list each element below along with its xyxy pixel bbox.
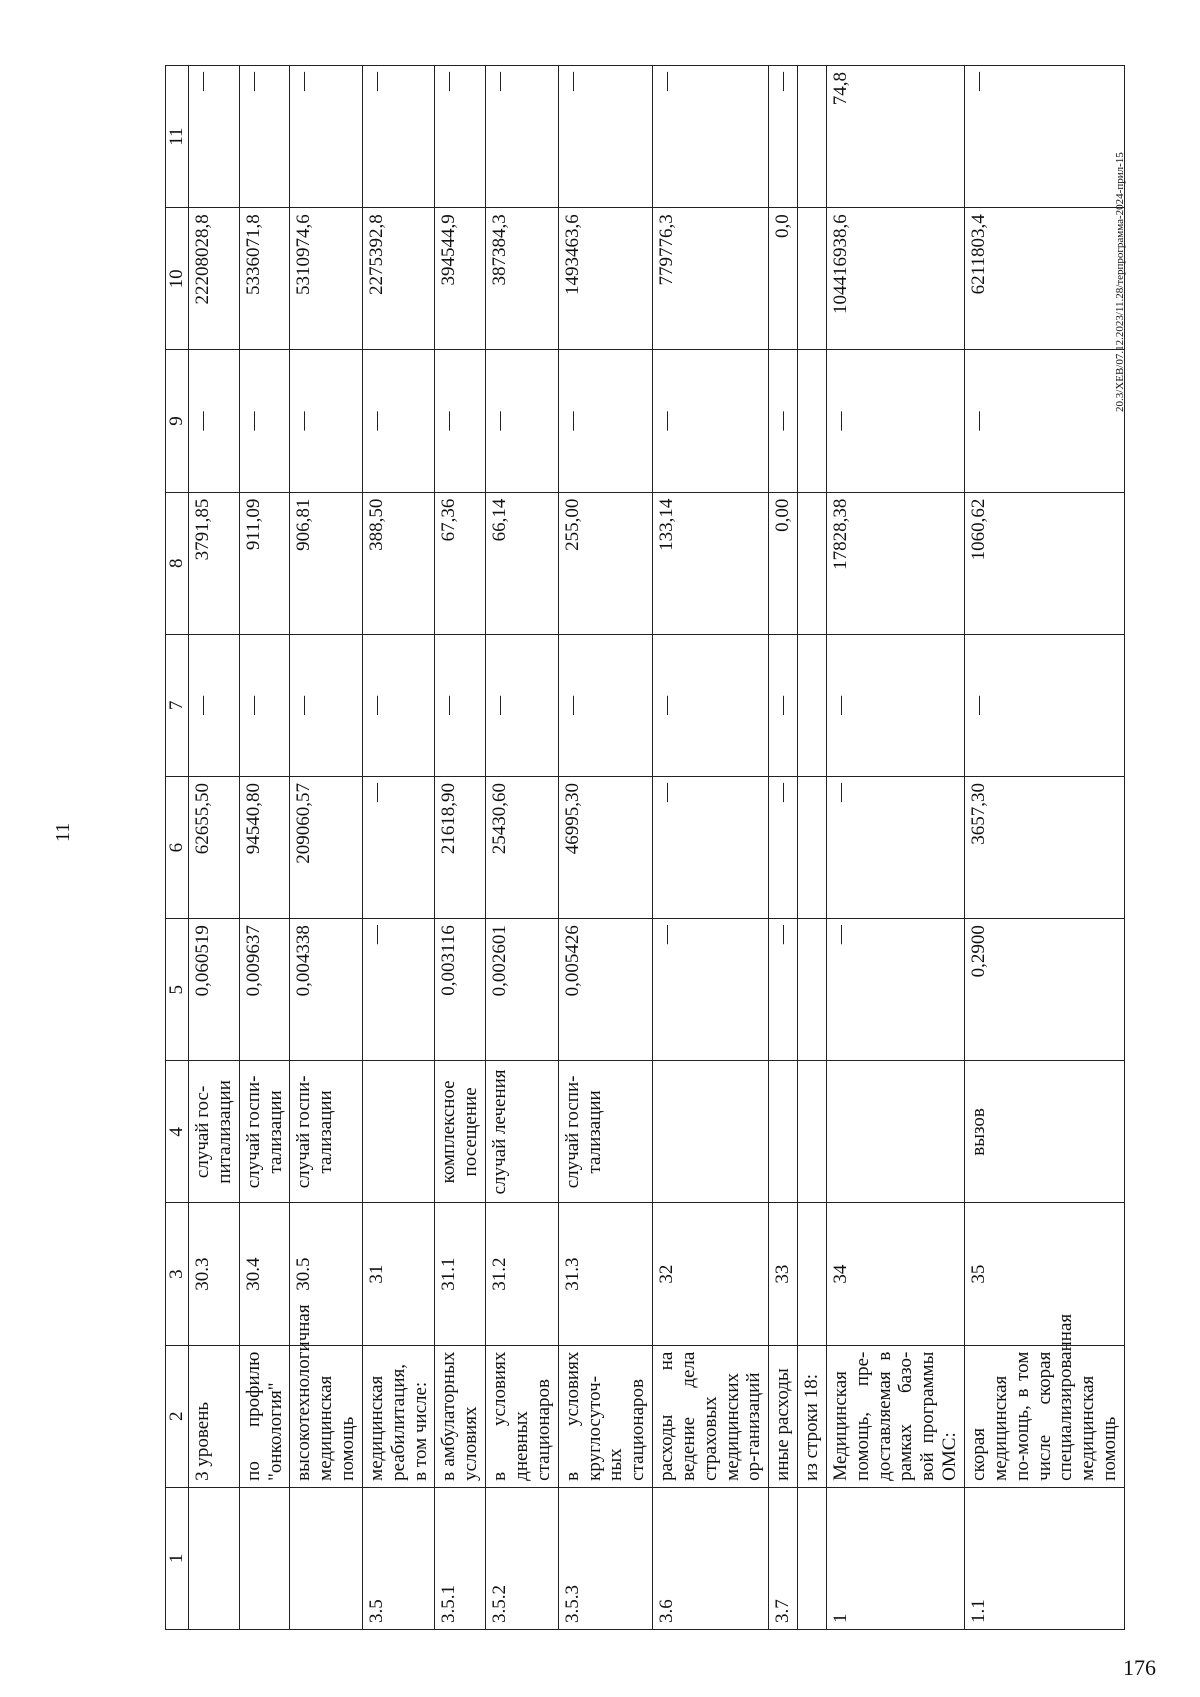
table-cell: 388,50 (362, 492, 435, 634)
table-cell: — (653, 66, 769, 208)
table-cell: по профилю "онкология" (239, 1345, 290, 1487)
table-cell: — (558, 634, 652, 776)
column-header: 4 (166, 1061, 189, 1203)
table-cell: 32 (653, 1203, 769, 1345)
table-cell: — (362, 919, 435, 1061)
column-header: 3 (166, 1203, 189, 1345)
table-cell (769, 1061, 798, 1203)
table-cell: — (486, 350, 559, 492)
table-cell: — (653, 919, 769, 1061)
column-header: 2 (166, 1345, 189, 1487)
table-cell: — (189, 66, 240, 208)
table-cell: Медицинская помощь, пре-доставляемая в рамках базо-вой программы ОМС: (826, 1345, 964, 1487)
table-row (362, 66, 435, 1630)
table-cell: — (290, 66, 363, 208)
table-cell: 394544,9 (435, 208, 486, 350)
column-header: 5 (166, 919, 189, 1061)
page-number-top: 11 (52, 822, 74, 842)
table-cell: 94540,80 (239, 776, 290, 918)
table-cell: — (769, 634, 798, 776)
table-cell: — (653, 634, 769, 776)
table-cell: — (769, 350, 798, 492)
table-cell: 0,002601 (486, 919, 559, 1061)
table-cell: 209060,57 (290, 776, 363, 918)
table-cell (798, 350, 827, 492)
table-row (826, 66, 964, 1630)
table-cell: 34 (826, 1203, 964, 1345)
table-cell (798, 634, 827, 776)
table-cell: 133,14 (653, 492, 769, 634)
table-cell: комплексное посещение (435, 1061, 486, 1203)
table-cell: 5310974,6 (290, 208, 363, 350)
table-row (486, 66, 559, 1630)
table-cell: 0,0 (769, 208, 798, 350)
table-cell: — (435, 634, 486, 776)
table-cell: 5336071,8 (239, 208, 290, 350)
table-cell: — (362, 350, 435, 492)
column-header: 10 (166, 208, 189, 350)
column-header: 9 (166, 350, 189, 492)
table-cell: — (653, 350, 769, 492)
table-cell: 0,060519 (189, 919, 240, 1061)
table-cell: 779776,3 (653, 208, 769, 350)
table-cell: 3791,85 (189, 492, 240, 634)
table-cell: 31 (362, 1203, 435, 1345)
table-cell: — (769, 66, 798, 208)
table-cell: 0,003116 (435, 919, 486, 1061)
table-cell: 3.6 (653, 1487, 769, 1629)
table-cell: 911,09 (239, 492, 290, 634)
table-cell: — (435, 350, 486, 492)
table-body (189, 66, 1125, 1630)
column-header: 6 (166, 776, 189, 918)
table-cell: 35 (965, 1203, 1125, 1345)
page-number-bottom: 176 (1123, 1655, 1156, 1680)
table-cell: 33 (769, 1203, 798, 1345)
table-cell: 74,8 (826, 66, 964, 208)
table-cell: в амбулаторных условиях (435, 1345, 486, 1487)
table-cell: 30.4 (239, 1203, 290, 1345)
table-cell (798, 919, 827, 1061)
table-cell: 0,005426 (558, 919, 652, 1061)
table-cell: 31.2 (486, 1203, 559, 1345)
table-cell (798, 1487, 827, 1629)
table-cell: скорая медицинская по-мощь, в том числе скорая специализированная медицинская помощь (965, 1345, 1125, 1487)
table-cell: 906,81 (290, 492, 363, 634)
table-cell: — (290, 634, 363, 776)
column-header: 1 (166, 1487, 189, 1629)
table-cell: из строки 18: (798, 1345, 827, 1487)
column-header: 11 (166, 66, 189, 208)
document-code: 20.3/XEB/07.12.2023/11.28/терпрограмма-2024-прил-15 (1114, 152, 1126, 412)
table-cell (798, 208, 827, 350)
table-cell: — (486, 66, 559, 208)
table-cell: в условиях дневных стационаров (486, 1345, 559, 1487)
table-row (965, 66, 1125, 1630)
table-cell: — (826, 776, 964, 918)
table-cell: — (362, 66, 435, 208)
column-header: 7 (166, 634, 189, 776)
table-cell: — (826, 634, 964, 776)
table-cell (798, 66, 827, 208)
table-cell: 1 (826, 1487, 964, 1629)
table-cell (798, 1203, 827, 1345)
table-cell: 1.1 (965, 1487, 1125, 1629)
table-cell: — (653, 776, 769, 918)
table-cell: 3657,30 (965, 776, 1125, 918)
column-header: 8 (166, 492, 189, 634)
table-cell (239, 1487, 290, 1629)
table-cell: — (189, 350, 240, 492)
table-cell: 67,36 (435, 492, 486, 634)
table-cell: 30.3 (189, 1203, 240, 1345)
table-cell: 3.5.3 (558, 1487, 652, 1629)
column-number-row (166, 66, 189, 1630)
table-cell: 3.7 (769, 1487, 798, 1629)
table-cell: 30.5 (290, 1203, 363, 1345)
table-row (653, 66, 769, 1630)
table-cell: 31.3 (558, 1203, 652, 1345)
table-cell: 2275392,8 (362, 208, 435, 350)
table-cell: вызов (965, 1061, 1125, 1203)
table-cell (798, 776, 827, 918)
table-cell: 0,004338 (290, 919, 363, 1061)
table-cell: 0,00 (769, 492, 798, 634)
table-cell: 3 уровень (189, 1345, 240, 1487)
table-cell (290, 1487, 363, 1629)
table-cell: 0,2900 (965, 919, 1125, 1061)
table-cell: — (965, 66, 1125, 208)
table-cell (826, 1061, 964, 1203)
table-cell (189, 1487, 240, 1629)
table-cell (798, 1061, 827, 1203)
table-cell: 62655,50 (189, 776, 240, 918)
table-cell: — (435, 66, 486, 208)
table-cell: — (558, 350, 652, 492)
financing-table (165, 65, 1125, 1630)
table-cell: — (769, 776, 798, 918)
table-cell: — (239, 350, 290, 492)
table-cell: — (362, 776, 435, 918)
table-row (558, 66, 652, 1630)
table-cell: — (362, 634, 435, 776)
table-cell: 3.5.1 (435, 1487, 486, 1629)
table-row (290, 66, 363, 1630)
table-cell: расходы на ведение дела страховых медицинских ор-ганизаций (653, 1345, 769, 1487)
table-cell: 46995,30 (558, 776, 652, 918)
table-row (239, 66, 290, 1630)
table-cell: — (769, 919, 798, 1061)
table-row (189, 66, 240, 1630)
table-cell: случай госпи-тализации (290, 1061, 363, 1203)
table-cell: 0,009637 (239, 919, 290, 1061)
table-cell (653, 1061, 769, 1203)
table-cell: иные расходы (769, 1345, 798, 1487)
table-cell: случай лечения (486, 1061, 559, 1203)
table-cell: высокотехнологичная медицинская помощь (290, 1345, 363, 1487)
table-cell: 255,00 (558, 492, 652, 634)
table-cell: — (239, 66, 290, 208)
table-cell: — (239, 634, 290, 776)
table-cell: 3.5 (362, 1487, 435, 1629)
table-cell: случай госпи-тализации (558, 1061, 652, 1203)
table-cell: 1493463,6 (558, 208, 652, 350)
table-cell: 6211803,4 (965, 208, 1125, 350)
table-cell: случай гос-питализации (189, 1061, 240, 1203)
table-cell (362, 1061, 435, 1203)
table-cell: — (826, 350, 964, 492)
table-cell: 66,14 (486, 492, 559, 634)
table-cell: 3.5.2 (486, 1487, 559, 1629)
table-cell: 21618,90 (435, 776, 486, 918)
table-cell: — (965, 350, 1125, 492)
table-cell: — (558, 66, 652, 208)
table-cell: — (826, 919, 964, 1061)
table-cell: — (965, 634, 1125, 776)
table-cell: — (189, 634, 240, 776)
table-cell (798, 492, 827, 634)
table-row (798, 66, 827, 1630)
table-cell: в условиях круглосуточ-ных стационаров (558, 1345, 652, 1487)
table-row (769, 66, 798, 1630)
table-cell: — (486, 634, 559, 776)
table-cell: медицинская реабилитация, в том числе: (362, 1345, 435, 1487)
table-row (435, 66, 486, 1630)
table-cell: — (290, 350, 363, 492)
table-cell: случай госпи-тализации (239, 1061, 290, 1203)
table-cell: 387384,3 (486, 208, 559, 350)
table-cell: 17828,38 (826, 492, 964, 634)
table-cell: 22208028,8 (189, 208, 240, 350)
table-cell: 31.1 (435, 1203, 486, 1345)
table-cell: 25430,60 (486, 776, 559, 918)
table-cell: 1060,62 (965, 492, 1125, 634)
table-cell: 104416938,6 (826, 208, 964, 350)
